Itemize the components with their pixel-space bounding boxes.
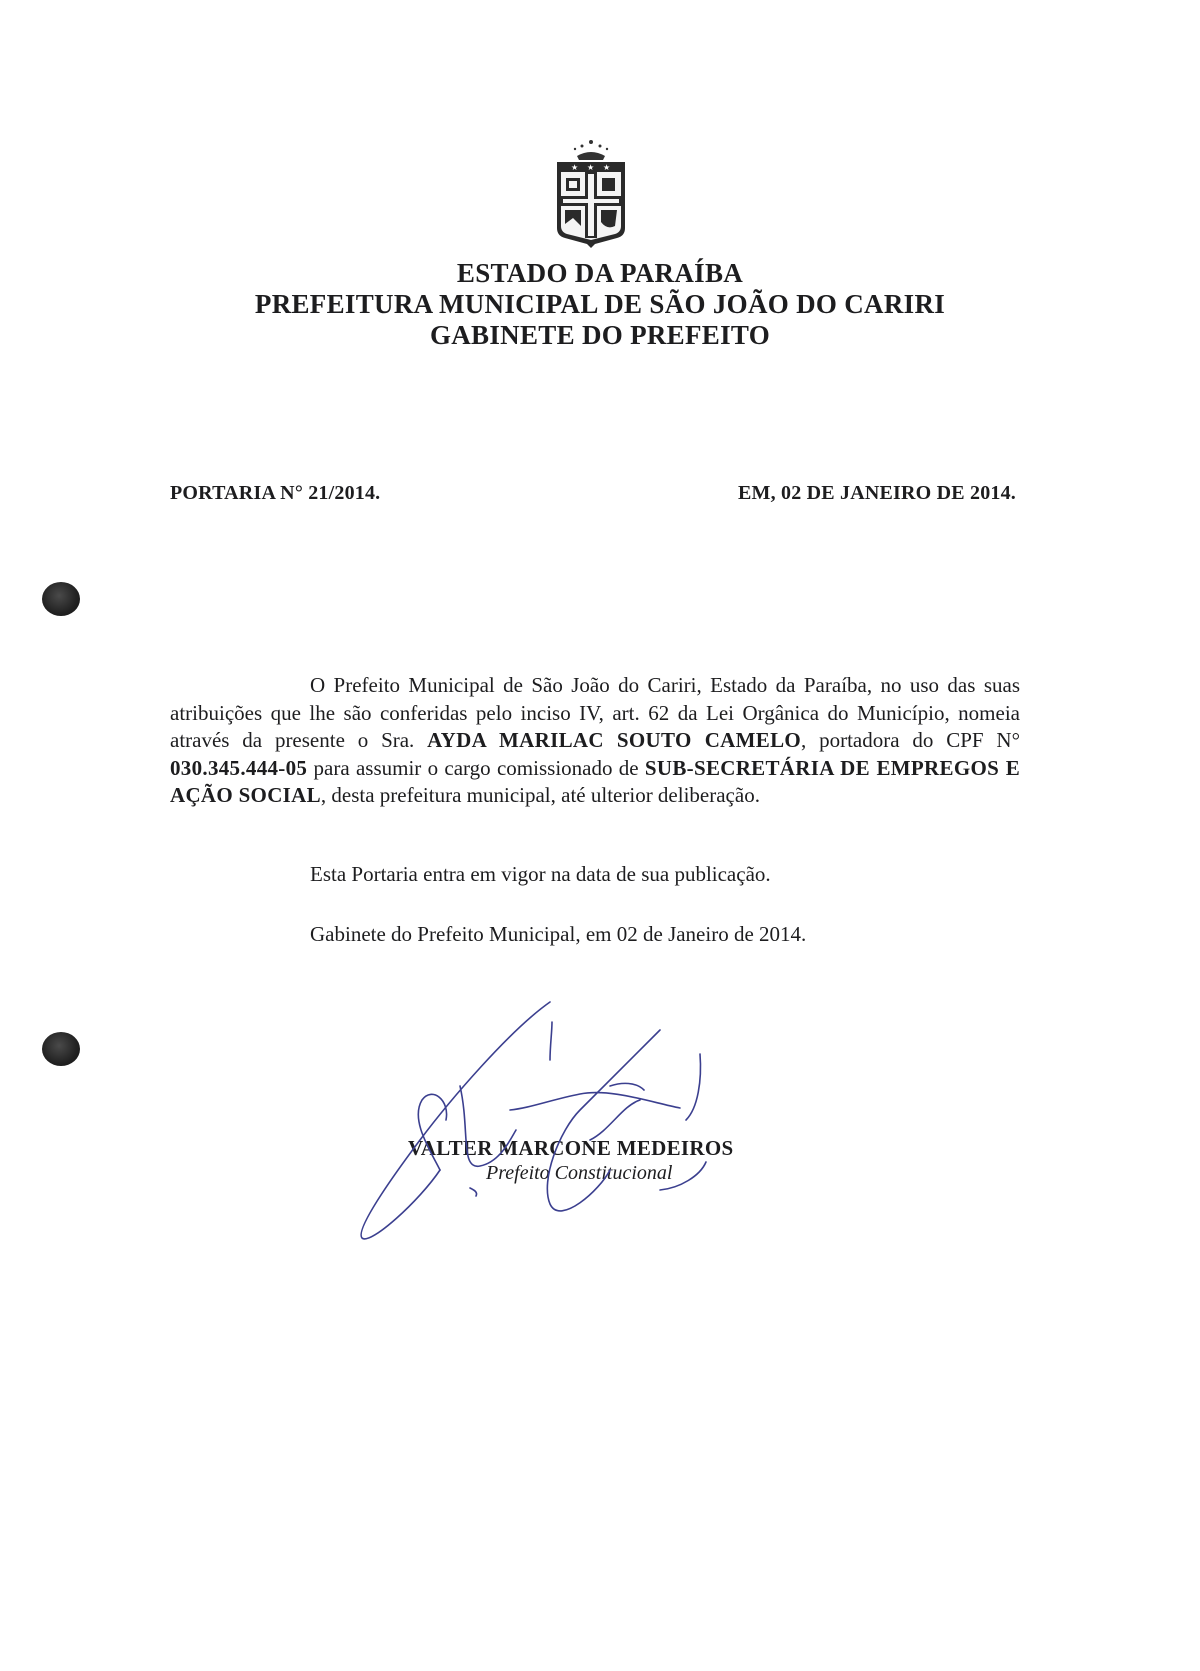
office-name: GABINETE DO PREFEITO xyxy=(429,320,771,350)
paragraph-text: , desta prefeitura municipal, até ulterior deliberação. xyxy=(320,783,760,807)
paragraph-text: , portadora do CPF N° xyxy=(801,728,1020,752)
signatory-name: VALTER MARCONE MEDEIROS xyxy=(408,1136,734,1160)
punch-hole xyxy=(42,1032,80,1066)
appointee-cpf: 030.345.444-05 xyxy=(170,755,308,780)
main-paragraph xyxy=(170,672,1020,810)
signatory-title: Prefeito Constitucional xyxy=(486,1162,673,1184)
svg-text:★: ★ xyxy=(603,163,611,172)
appointee-role: SUB-SECRETÁRIA DE EMPREGOS E AÇÃO SOCIAL xyxy=(170,755,1020,807)
paragraph-text: O Prefeito Municipal de São João do Cariri, Estado da Paraíba, no uso das suas atribuições que lhe são conferidas pelo inciso IV, art. 62 da Lei Orgânica do Município, nomeia através da presente o Sra. xyxy=(170,673,1020,752)
handwritten-signature-icon xyxy=(360,990,740,1250)
paragraph-text: para assumir o cargo comissionado de xyxy=(307,755,645,780)
effective-clause: Esta Portaria entra em vigor na data de sua publicação. xyxy=(310,862,771,886)
svg-text:★: ★ xyxy=(587,163,595,172)
municipality-name: PREFEITURA MUNICIPAL DE SÃO JOÃO DO CARIRI xyxy=(254,289,946,319)
closing-line: Gabinete do Prefeito Municipal, em 02 de Janeiro de 2014. xyxy=(310,922,807,946)
portaria-number: PORTARIA N° 21/2014. xyxy=(170,482,381,504)
svg-text:★: ★ xyxy=(571,163,579,172)
punch-hole xyxy=(42,582,80,616)
state-name: ESTADO DA PARAÍBA xyxy=(456,258,744,288)
portaria-date: EM, 02 DE JANEIRO DE 2014. xyxy=(738,482,1016,504)
coat-of-arms-icon xyxy=(549,138,633,250)
letterhead xyxy=(0,258,1200,351)
appointee-name: AYDA MARILAC SOUTO CAMELO xyxy=(427,728,802,752)
